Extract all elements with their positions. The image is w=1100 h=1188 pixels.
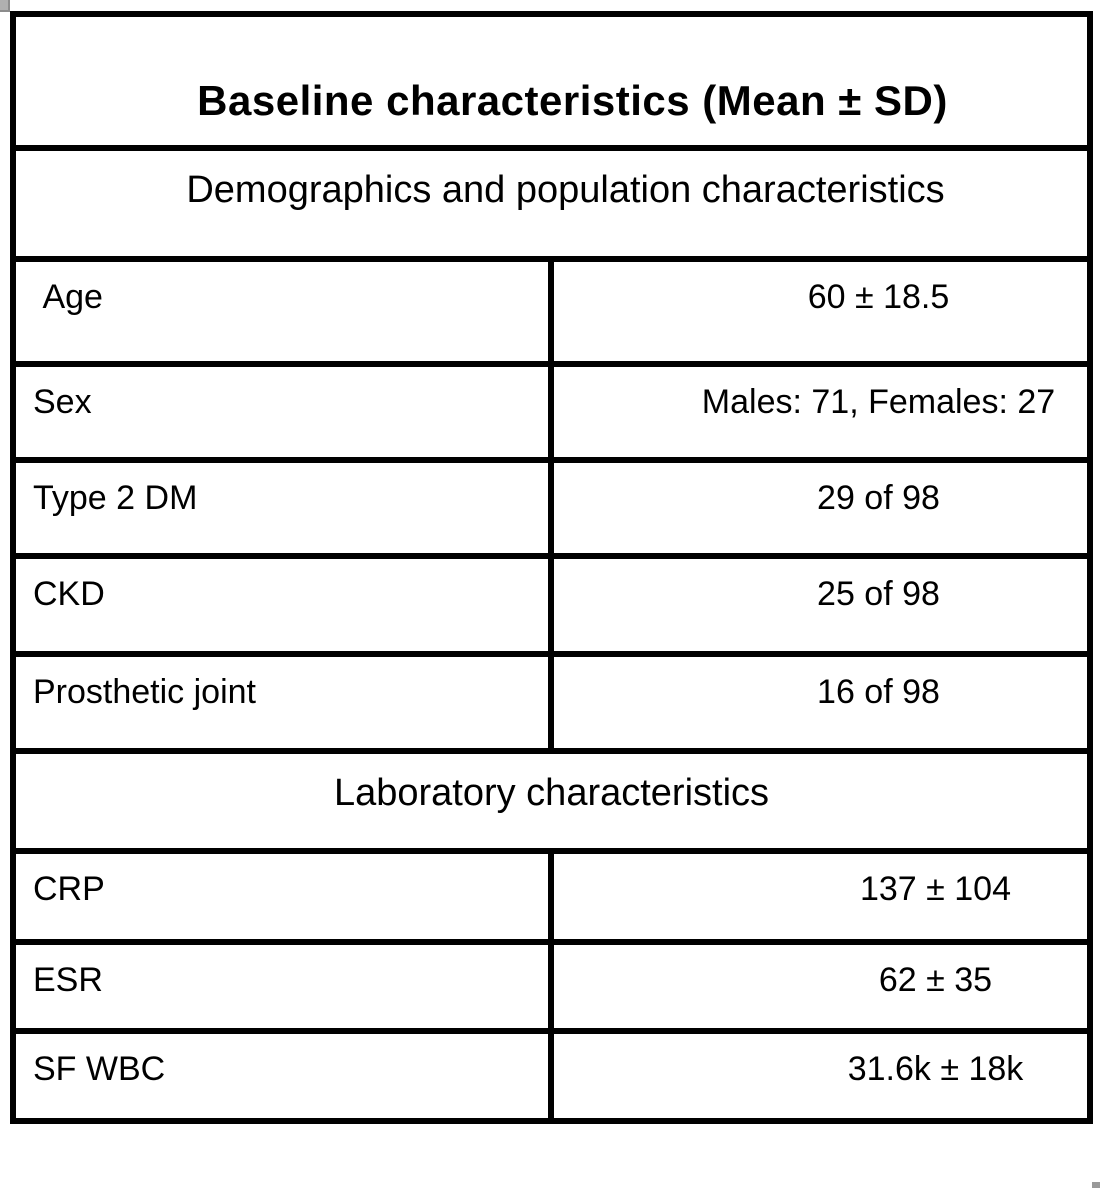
table-title: Baseline characteristics (Mean ± SD) bbox=[197, 77, 948, 124]
table-row-crp bbox=[16, 848, 1087, 939]
baseline-characteristics-table bbox=[10, 11, 1093, 1124]
table-row-type-2-dm bbox=[16, 457, 1087, 553]
row-value-prosthetic-joint: 16 of 98 bbox=[817, 673, 940, 711]
row-label-age: Age bbox=[16, 262, 554, 361]
selection-handle-top-left[interactable] bbox=[0, 0, 10, 12]
section-header-laboratory bbox=[16, 748, 1087, 848]
row-label-ckd: CKD bbox=[16, 559, 554, 651]
row-value-age: 60 ± 18.5 bbox=[807, 278, 950, 316]
row-label-prosthetic-joint: Prosthetic joint bbox=[16, 657, 554, 748]
section-header-demographics bbox=[16, 145, 1087, 256]
section-header-demographics-label: Demographics and population characteristics bbox=[186, 169, 945, 211]
section-header-laboratory-label: Laboratory characteristics bbox=[333, 772, 770, 814]
row-value-type-2-dm: 29 of 98 bbox=[817, 479, 940, 517]
table-row-prosthetic-joint bbox=[16, 651, 1087, 748]
row-value-esr: 62 ± 35 bbox=[878, 961, 993, 999]
row-label-esr: ESR bbox=[16, 945, 554, 1028]
row-label-sf-wbc: SF WBC bbox=[16, 1034, 554, 1118]
table-row-esr bbox=[16, 939, 1087, 1028]
table-title-row bbox=[16, 17, 1087, 145]
row-value-ckd: 25 of 98 bbox=[817, 575, 940, 613]
row-value-sex: Males: 71, Females: 27 bbox=[701, 383, 1056, 421]
row-value-sf-wbc: 31.6k ± 18k bbox=[847, 1050, 1024, 1088]
table-row-sex bbox=[16, 361, 1087, 457]
row-label-crp: CRP bbox=[16, 854, 554, 939]
row-label-sex: Sex bbox=[16, 367, 554, 457]
table-row-age bbox=[16, 256, 1087, 361]
row-value-crp: 137 ± 104 bbox=[859, 870, 1011, 908]
table-row-sf-wbc bbox=[16, 1028, 1087, 1118]
selection-handle-bottom-right[interactable] bbox=[1092, 1182, 1100, 1188]
row-label-type-2-dm: Type 2 DM bbox=[16, 463, 554, 553]
table-row-ckd bbox=[16, 553, 1087, 651]
